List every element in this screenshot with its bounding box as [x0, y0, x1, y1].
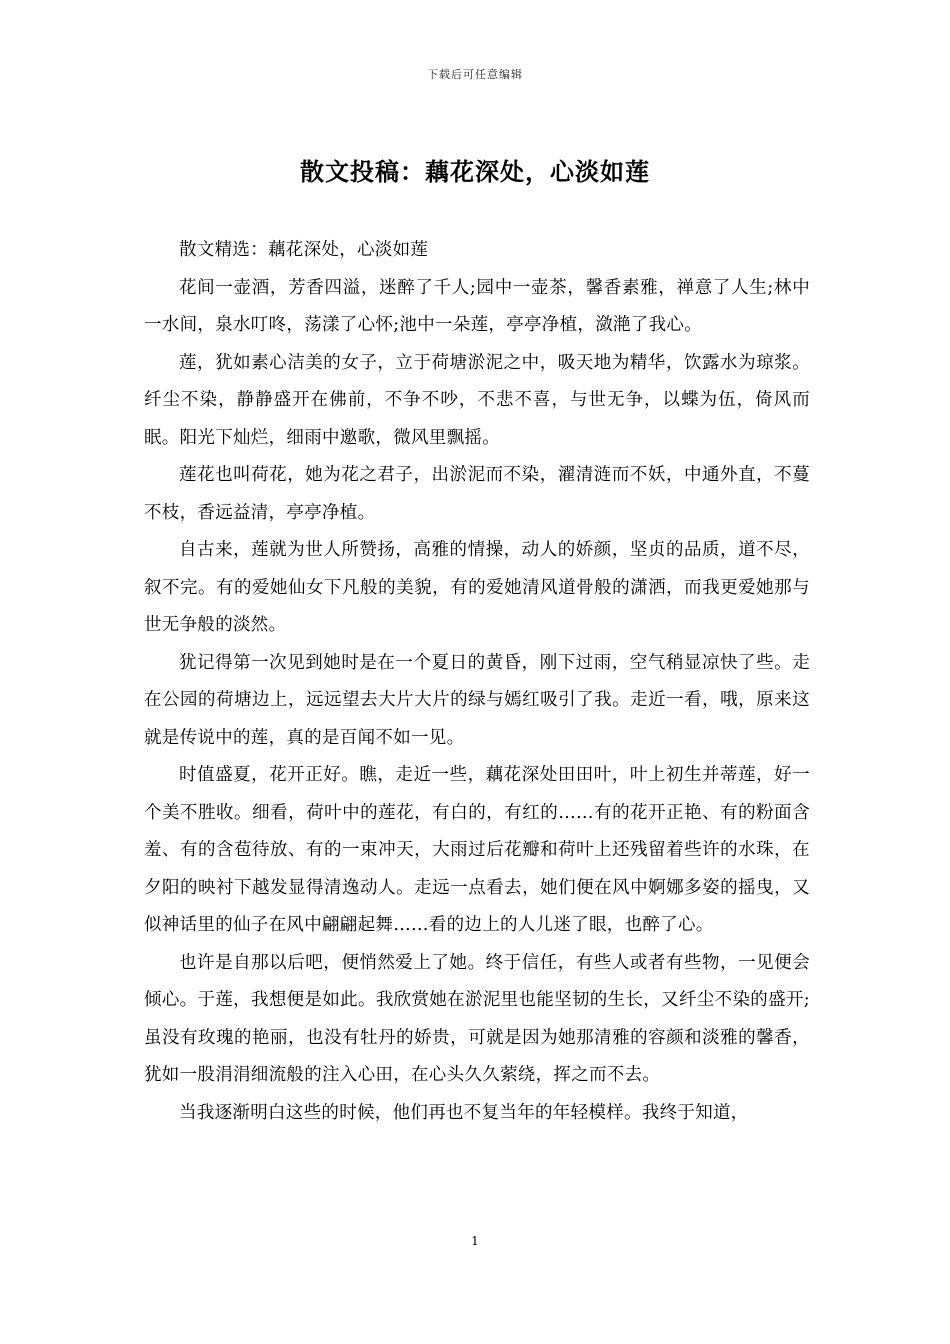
paragraph: 犹记得第一次见到她时是在一个夏日的黄昏，刚下过雨，空气稍显凉快了些。走在公园的荷塘边上，远远望去大片大片的绿与嫣红吸引了我。走近一看，哦，原来这就是传说中的莲，真的是百闻不如一见。: [144, 652, 810, 748]
paragraph: 莲，犹如素心洁美的女子，立于荷塘淤泥之中，吸天地为精华，饮露水为琼浆。纤尘不染，静静盛开在佛前，不争不吵，不悲不喜，与世无争，以蝶为伍，倚风而眠。阳光下灿烂，细雨中邀歌，微风里飘摇。: [144, 352, 810, 448]
paragraph: 也许是自那以后吧，便悄然爱上了她。终于信任，有些人或者有些物，一见便会倾心。于莲，我想便是如此。我欣赏她在淤泥里也能坚韧的生长，又纤尘不染的盛开;虽没有玫瑰的艳丽，也没有牡丹的娇贵，可就是因为她那清雅的容颜和淡雅的馨香，犹如一股涓涓细流般的注入心田，在心头久久萦绕，挥之而不去。: [144, 952, 810, 1085]
paragraph: 自古来，莲就为世人所赞扬，高雅的情操，动人的娇颜，坚贞的品质，道不尽，叙不完。有的爱她仙女下凡般的美貌，有的爱她清风道骨般的潇洒，而我更爱她那与世无争般的淡然。: [144, 540, 810, 635]
header-note: 下载后可任意编辑: [427, 68, 523, 81]
paragraph: 当我逐渐明白这些的时候，他们再也不复当年的年轻模样。我终于知道，: [179, 1102, 749, 1123]
page-number: 1: [471, 1234, 479, 1248]
paragraph: 花间一壶酒，芳香四溢，迷醉了千人;园中一壶茶，馨香素雅，禅意了人生;林中一水间，泉水叮咚，荡漾了心怀;池中一朵莲，亭亭净植，潋滟了我心。: [144, 277, 810, 335]
paragraph: 时值盛夏，花开正好。瞧，走近一些，藕花深处田田叶，叶上初生并蒂莲，好一个美不胜收。细看，荷叶中的莲花，有白的，有红的……有的花开正艳、有的粉面含羞、有的含苞待放、有的一束冲天，大雨过后花瓣和荷叶上还残留着些许的水珠，在夕阳的映衬下越发显得清逸动人。走远一点看去，她们便在风中婀娜多姿的摇曳，又似神话里的仙子在风中翩翩起舞……看的边上的人儿迷了眼，也醉了心。: [144, 765, 810, 935]
document-body: [144, 232, 810, 1132]
paragraph: 散文精选：藕花深处，心淡如莲: [179, 240, 429, 260]
document-title: 散文投稿：藕花深处，心淡如莲: [300, 157, 650, 186]
paragraph: 莲花也叫荷花，她为花之君子，出淤泥而不染，濯清涟而不妖，中通外直，不蔓不枝，香远益清，亭亭净植。: [144, 465, 810, 523]
